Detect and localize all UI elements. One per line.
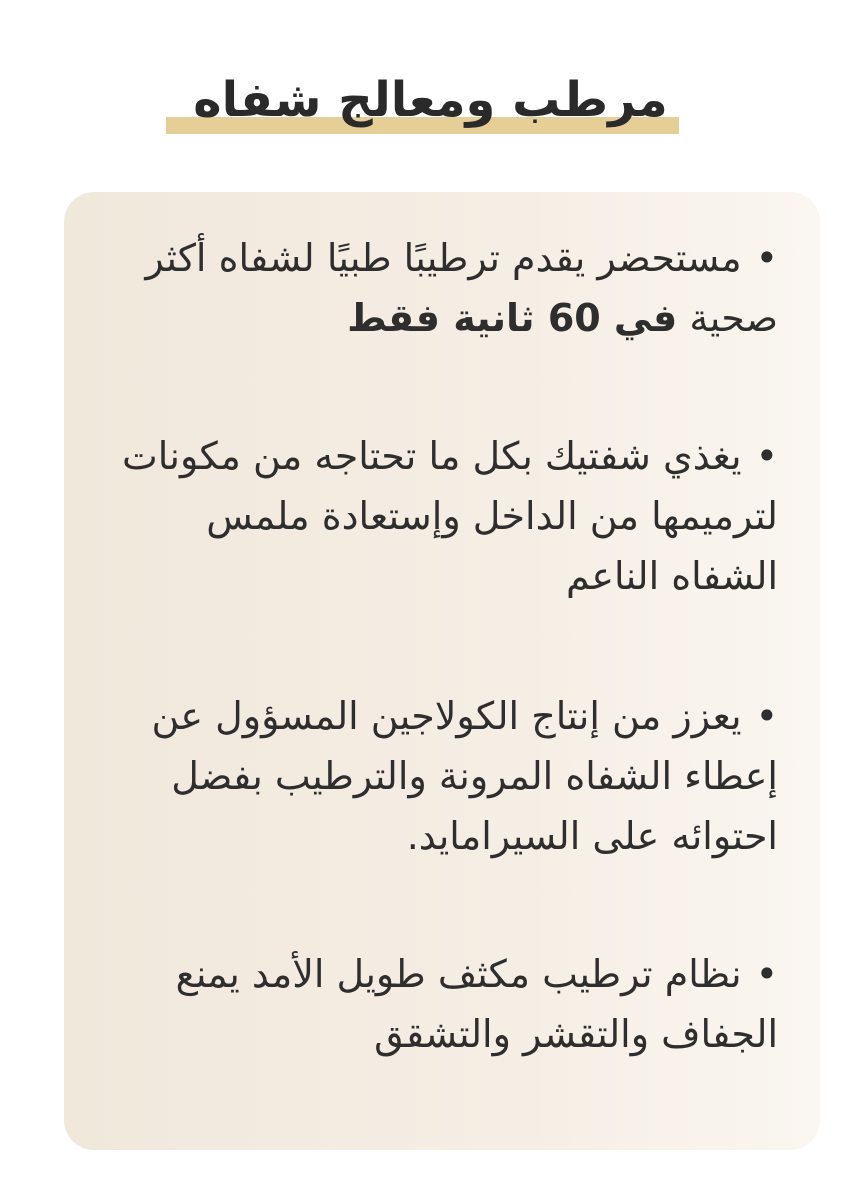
bullet-icon: • [755,434,778,478]
feature-text: يعزز من إنتاج الكولاجين المسؤول عن إعطاء الشفاه المرونة والترطيب بفضل احتوائه على السيرامايد. [151,694,778,858]
feature-highlight: في 60 ثانية فقط [347,296,678,340]
bullet-icon: • [755,236,778,280]
features-card [64,192,820,1150]
feature-item-2 [106,426,778,606]
feature-item-1 [106,228,778,348]
feature-text: نظام ترطيب مكثف طويل الأمد يمنع الجفاف والتقشر والتشقق [175,952,778,1056]
bullet-icon: • [755,952,778,996]
feature-text: يغذي شفتيك بكل ما تحتاجه من مكونات لترميمها من الداخل وإستعادة ملمس الشفاه الناعم [122,434,778,598]
feature-item-4 [106,944,778,1064]
title-container [0,70,861,130]
feature-item-3 [106,686,778,866]
page-title: مرطب ومعالج شفاه [193,72,668,128]
feature-text: مستحضر يقدم ترطيبًا طبيًا لشفاه أكثر صحية [145,236,778,340]
bullet-icon: • [755,694,778,738]
